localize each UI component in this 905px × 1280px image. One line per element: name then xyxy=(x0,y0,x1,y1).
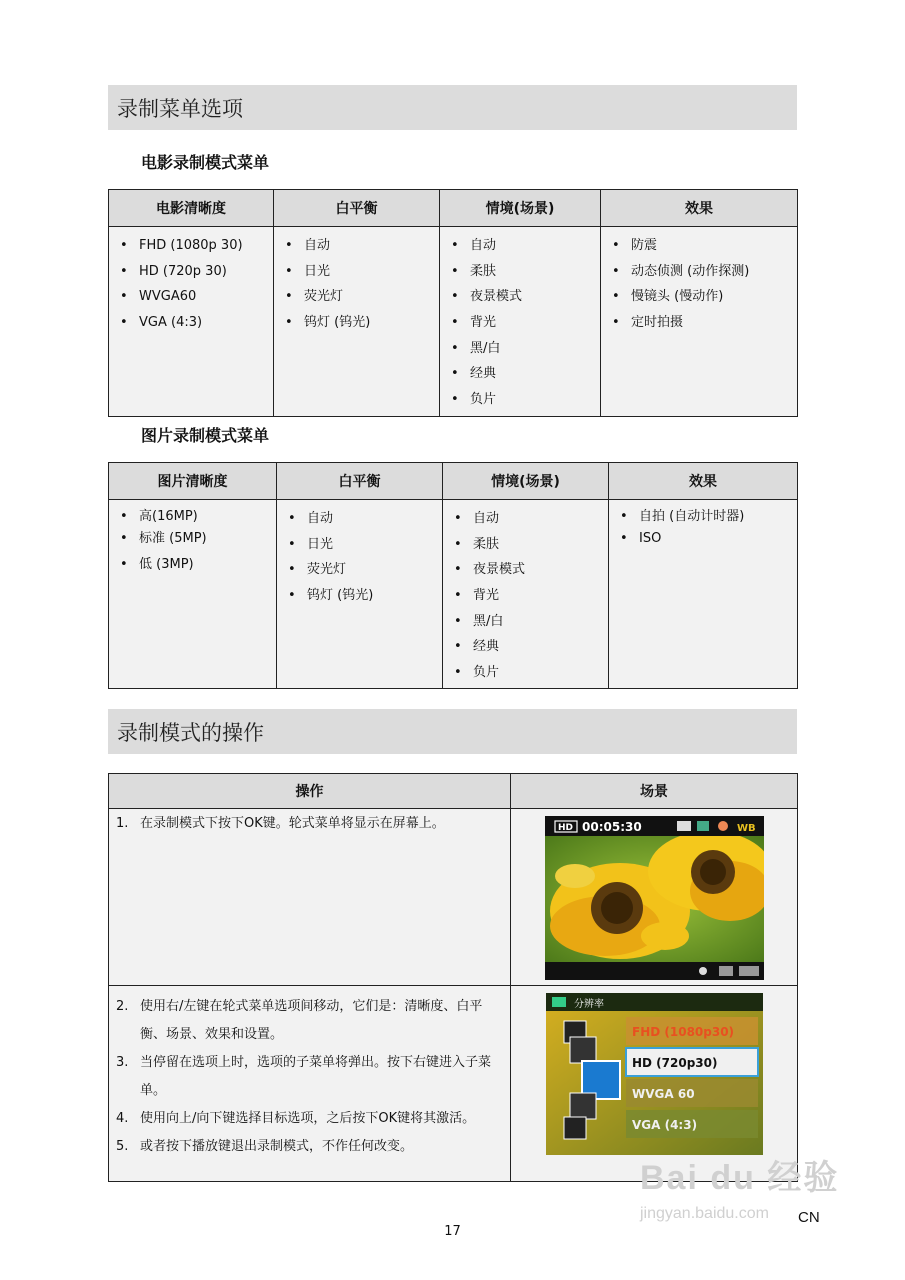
list-item: • FHD (1080p 30) xyxy=(117,233,273,259)
resolution-menu-screen xyxy=(546,993,763,1155)
header-resolution: 电影清晰度 xyxy=(109,190,274,227)
option-hd: HD (720p30) xyxy=(631,1056,717,1070)
option-fhd: FHD (1080p30) xyxy=(631,1025,734,1039)
step-item xyxy=(116,993,499,1049)
resolution-menu-image xyxy=(546,993,763,1155)
list-item: • 柔肤 xyxy=(448,259,600,285)
step-item xyxy=(116,1105,499,1133)
movie-menu-table xyxy=(108,189,798,417)
header-scene: 情境(场景) xyxy=(440,190,601,227)
list-item: • 慢镜头 (慢动作) xyxy=(609,284,797,310)
list-item: • 负片 xyxy=(448,387,600,413)
header-scene-image: 场景 xyxy=(511,774,798,809)
list-item: • 经典 xyxy=(448,361,600,387)
header-white-balance: 白平衡 xyxy=(277,463,443,500)
list-item: • 防震 xyxy=(609,233,797,259)
list-item: • 自动 xyxy=(285,506,442,532)
photo-scene-cell xyxy=(443,500,609,689)
step-number: 4. xyxy=(116,1111,129,1126)
header-scene: 情境(场景) xyxy=(443,463,609,500)
list-item: • HD (720p 30) xyxy=(117,259,273,285)
list-item: • WVGA60 xyxy=(117,284,273,310)
list-item: • 经典 xyxy=(451,634,608,660)
list-item: • 自动 xyxy=(282,233,439,259)
language-tag: CN xyxy=(798,1209,820,1226)
list-item: • 自动 xyxy=(448,233,600,259)
list-item: • VGA (4:3) xyxy=(117,310,273,336)
header-resolution: 图片清晰度 xyxy=(109,463,277,500)
list-item: • 夜景模式 xyxy=(448,284,600,310)
watermark-brand: Bai du 经验 xyxy=(640,1159,840,1197)
header-white-balance: 白平衡 xyxy=(274,190,440,227)
photo-menu-subtitle: 图片录制模式菜单 xyxy=(141,426,270,445)
sunflower-preview-image xyxy=(545,816,764,980)
list-item: • 荧光灯 xyxy=(285,557,442,583)
wb-indicator: WB xyxy=(736,823,756,834)
list-item: • 背光 xyxy=(451,583,608,609)
step-text: 在录制模式下按下OK键。轮式菜单将显示在屏幕上。 xyxy=(140,816,445,831)
step-number: 3. xyxy=(116,1055,129,1070)
list-item: • 低 (3MP) xyxy=(117,554,276,576)
step-number: 2. xyxy=(116,999,129,1014)
camera-preview-screen xyxy=(545,816,764,980)
step-text: 使用向上/向下键选择目标选项，之后按下OK键将其激活。 xyxy=(140,1111,476,1126)
list-item: • 标准 (5MP) xyxy=(117,528,276,550)
step-cell-2 xyxy=(109,986,511,1182)
photo-effects-cell xyxy=(609,500,798,689)
list-item: • 背光 xyxy=(448,310,600,336)
list-item: • 日光 xyxy=(285,532,442,558)
photo-resolution-cell xyxy=(109,500,277,689)
photo-menu-table xyxy=(108,462,798,689)
list-item: • 日光 xyxy=(282,259,439,285)
movie-menu-subtitle: 电影录制模式菜单 xyxy=(141,153,270,172)
screen-cell-1 xyxy=(511,809,798,986)
list-item: • 自动 xyxy=(451,506,608,532)
timecode: 00:05:30 xyxy=(581,820,642,834)
page-number: 17 xyxy=(444,1224,461,1239)
list-item: • 定时拍摄 xyxy=(609,310,797,336)
list-item: • 黑/白 xyxy=(448,336,600,362)
step-item xyxy=(116,1133,499,1161)
photo-white-balance-cell xyxy=(277,500,443,689)
list-item: • 负片 xyxy=(451,660,608,686)
list-item: • 动态侦测 (动作探测) xyxy=(609,259,797,285)
list-item: • ISO xyxy=(617,528,797,550)
list-item: • 高(16MP) xyxy=(117,506,276,528)
step-text: 使用右/左键在轮式菜单选项间移动，它们是：清晰度、白平衡、场景、效果和设置。 xyxy=(140,999,483,1042)
section-title-record-ops: 录制模式的操作 xyxy=(108,709,797,754)
option-vga: VGA (4:3) xyxy=(631,1118,697,1132)
movie-resolution-cell xyxy=(109,227,274,417)
list-item: • 荧光灯 xyxy=(282,284,439,310)
step-text: 当停留在选项上时，选项的子菜单将弹出。按下右键进入子菜单。 xyxy=(140,1055,492,1098)
list-item: • 柔肤 xyxy=(451,532,608,558)
movie-white-balance-cell xyxy=(274,227,440,417)
hd-badge: HD xyxy=(557,823,573,833)
step-item xyxy=(116,1049,499,1105)
list-item: • 钨灯 (钨光) xyxy=(285,583,442,609)
operations-table xyxy=(108,773,798,1182)
menu-title: 分辨率 xyxy=(573,999,604,1010)
movie-effects-cell xyxy=(601,227,798,417)
step-number: 5. xyxy=(116,1139,129,1154)
list-item: • 夜景模式 xyxy=(451,557,608,583)
list-item: • 钨灯 (钨光) xyxy=(282,310,439,336)
header-effects: 效果 xyxy=(609,463,798,500)
list-item: • 黑/白 xyxy=(451,609,608,635)
step-cell-1 xyxy=(109,809,511,986)
section-title-menu-options: 录制菜单选项 xyxy=(108,85,797,130)
step-number: 1. xyxy=(116,816,129,831)
list-item: • 自拍 (自动计时器) xyxy=(617,506,797,528)
header-effects: 效果 xyxy=(601,190,798,227)
option-wvga: WVGA 60 xyxy=(631,1087,695,1101)
watermark-url: jingyan.baidu.com xyxy=(640,1205,769,1222)
header-operation: 操作 xyxy=(109,774,511,809)
step-item xyxy=(116,810,499,838)
movie-scene-cell xyxy=(440,227,601,417)
step-text: 或者按下播放键退出录制模式，不作任何改变。 xyxy=(140,1139,414,1154)
